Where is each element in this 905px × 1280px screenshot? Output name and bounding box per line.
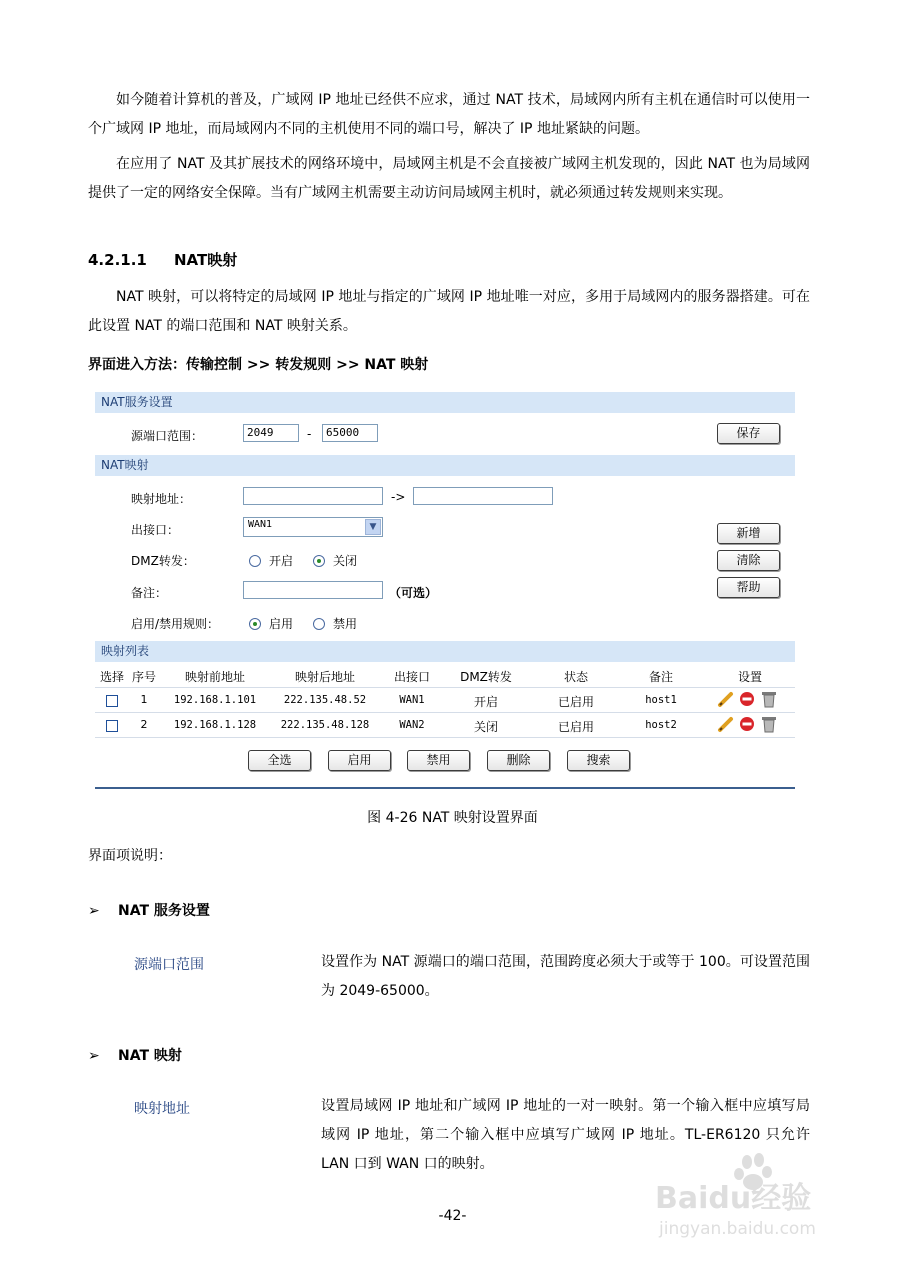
row-interface: WAN2 <box>399 719 425 731</box>
item-section-heading <box>88 1045 182 1065</box>
col-before-address: 映射前地址 <box>184 670 245 684</box>
out-interface-label: 出接口： <box>131 523 180 537</box>
row-dmz: 关闭 <box>473 720 498 734</box>
map-from-input[interactable] <box>243 487 383 505</box>
port-end-input[interactable]: 65000 <box>322 424 378 442</box>
rule-disable-label: 禁用 <box>333 617 358 631</box>
item-term: 源端口范围 <box>134 957 204 973</box>
section-number: 4.2.1.1 <box>88 251 147 269</box>
bullet-arrow-icon: ➢ <box>88 903 100 919</box>
col-index: 序号 <box>131 670 156 684</box>
search-button[interactable]: 搜索 <box>567 750 630 771</box>
col-status: 状态 <box>563 670 588 684</box>
map-address-label: 映射地址： <box>131 492 192 506</box>
section-title: NAT映射 <box>174 251 238 269</box>
port-start-input[interactable]: 2049 <box>243 424 299 442</box>
edit-pencil-icon[interactable] <box>717 690 735 708</box>
row-index: 1 <box>140 693 148 706</box>
rule-disable-radio[interactable] <box>313 618 325 630</box>
rule-toggle-label: 启用/禁用规则： <box>131 617 220 631</box>
chevron-down-icon[interactable]: ▼ <box>365 519 381 535</box>
col-settings: 设置 <box>737 670 762 684</box>
col-dmz: DMZ转发 <box>460 670 512 684</box>
panel-bottom-rule <box>95 787 795 789</box>
enable-button[interactable]: 启用 <box>328 750 391 771</box>
dmz-label: DMZ转发： <box>131 554 195 568</box>
port-range-dash: - <box>307 427 312 441</box>
figure-caption: 图 4-26 NAT 映射设置界面 <box>367 810 538 826</box>
row-checkbox[interactable] <box>106 720 118 732</box>
row-dmz: 开启 <box>473 695 498 709</box>
map-to-input[interactable] <box>413 487 553 505</box>
row-index: 2 <box>140 718 148 731</box>
items-title: 界面项说明： <box>88 848 172 864</box>
rule-enable-radio[interactable] <box>249 618 261 630</box>
optional-hint: （可选） <box>389 586 438 600</box>
delete-button[interactable]: 删除 <box>487 750 550 771</box>
col-select: 选择 <box>99 670 124 684</box>
map-arrow: -> <box>391 490 406 504</box>
row-before-address: 192.168.1.128 <box>173 719 257 731</box>
out-interface-select[interactable] <box>243 517 383 537</box>
item-section-heading <box>88 900 210 920</box>
trash-icon[interactable] <box>761 689 777 708</box>
port-range-label: 源端口范围： <box>131 429 204 443</box>
row-after-address: 222.135.48.52 <box>283 694 367 706</box>
clear-button[interactable]: 清除 <box>717 550 780 571</box>
item-description: 设置作为 NAT 源端口的端口范围，范围跨度必须大于或等于 100。可设置范围为 2049-65000。 <box>321 954 810 999</box>
intro-paragraph-2: 在应用了 NAT 及其扩展技术的网络环境中，局域网主机是不会直接被广域网主机发现的，因此 NAT 也为局域网提供了一定的网络安全保障。当有广域网主机需要主动访问局域网主机时，就必须通过转发规则来实现。 <box>88 156 810 201</box>
table-divider <box>95 737 795 738</box>
mapping-list-header: 映射列表 <box>95 641 795 662</box>
row-after-address: 222.135.48.128 <box>280 719 370 731</box>
nat-settings-screenshot <box>95 390 795 792</box>
dmz-on-label: 开启 <box>269 554 294 568</box>
item-term: 映射地址 <box>134 1101 190 1117</box>
out-interface-value: WAN1 <box>248 519 273 530</box>
nat-service-header: NAT服务设置 <box>95 392 795 413</box>
col-interface: 出接口 <box>393 670 430 684</box>
disable-icon[interactable] <box>739 691 755 707</box>
col-note: 备注 <box>648 670 673 684</box>
row-status: 已启用 <box>557 695 594 709</box>
nat-mapping-header: NAT映射 <box>95 455 795 476</box>
edit-pencil-icon[interactable] <box>717 715 735 733</box>
disable-icon[interactable] <box>739 716 755 732</box>
watermark-brand-text: Baidu经验 <box>655 1181 812 1216</box>
bullet-arrow-icon: ➢ <box>88 1048 100 1064</box>
page-number: -42- <box>438 1208 467 1224</box>
navigation-path: 界面进入方法：传输控制 >> 转发规则 >> NAT 映射 <box>88 357 429 373</box>
row-status: 已启用 <box>557 720 594 734</box>
row-interface: WAN1 <box>399 694 425 706</box>
item-description: 设置局域网 IP 地址和广域网 IP 地址的一对一映射。第一个输入框中应填写局域网 IP 地址，第二个输入框中应填写广域网 IP 地址。TL-ER6120 只允许 LAN 口到 WAN 口的映射。 <box>321 1098 810 1172</box>
col-after-address: 映射后地址 <box>294 670 355 684</box>
dmz-off-label: 关闭 <box>333 554 358 568</box>
note-input[interactable] <box>243 581 383 599</box>
row-note: host2 <box>645 719 677 731</box>
table-divider <box>95 687 795 688</box>
section-heading <box>88 249 237 270</box>
table-divider <box>95 712 795 713</box>
dmz-off-radio[interactable] <box>313 555 325 567</box>
watermark-url-text: jingyan.baidu.com <box>659 1219 816 1239</box>
item-section-title: NAT 映射 <box>118 1048 182 1064</box>
disable-button[interactable]: 禁用 <box>407 750 470 771</box>
add-button[interactable]: 新增 <box>717 523 780 544</box>
dmz-on-radio[interactable] <box>249 555 261 567</box>
row-note: host1 <box>645 694 677 706</box>
help-button[interactable]: 帮助 <box>717 577 780 598</box>
note-label: 备注： <box>131 586 168 600</box>
rule-enable-label: 启用 <box>269 617 294 631</box>
watermark-logo <box>655 1150 835 1240</box>
intro-paragraph-1: 如今随着计算机的普及，广域网 IP 地址已经供不应求，通过 NAT 技术，局域网内所有主机在通信时可以使用一个广域网 IP 地址，而局域网内不同的主机使用不同的端口号，解决了 IP 地址紧缺的问题。 <box>88 92 810 137</box>
section-description: NAT 映射，可以将特定的局域网 IP 地址与指定的广域网 IP 地址唯一对应，多用于局域网内的服务器搭建。可在此设置 NAT 的端口范围和 NAT 映射关系。 <box>88 289 810 334</box>
row-checkbox[interactable] <box>106 695 118 707</box>
item-section-title: NAT 服务设置 <box>118 903 210 919</box>
trash-icon[interactable] <box>761 714 777 733</box>
save-button[interactable]: 保存 <box>717 423 780 444</box>
select-all-button[interactable]: 全选 <box>248 750 311 771</box>
row-before-address: 192.168.1.101 <box>173 694 257 706</box>
